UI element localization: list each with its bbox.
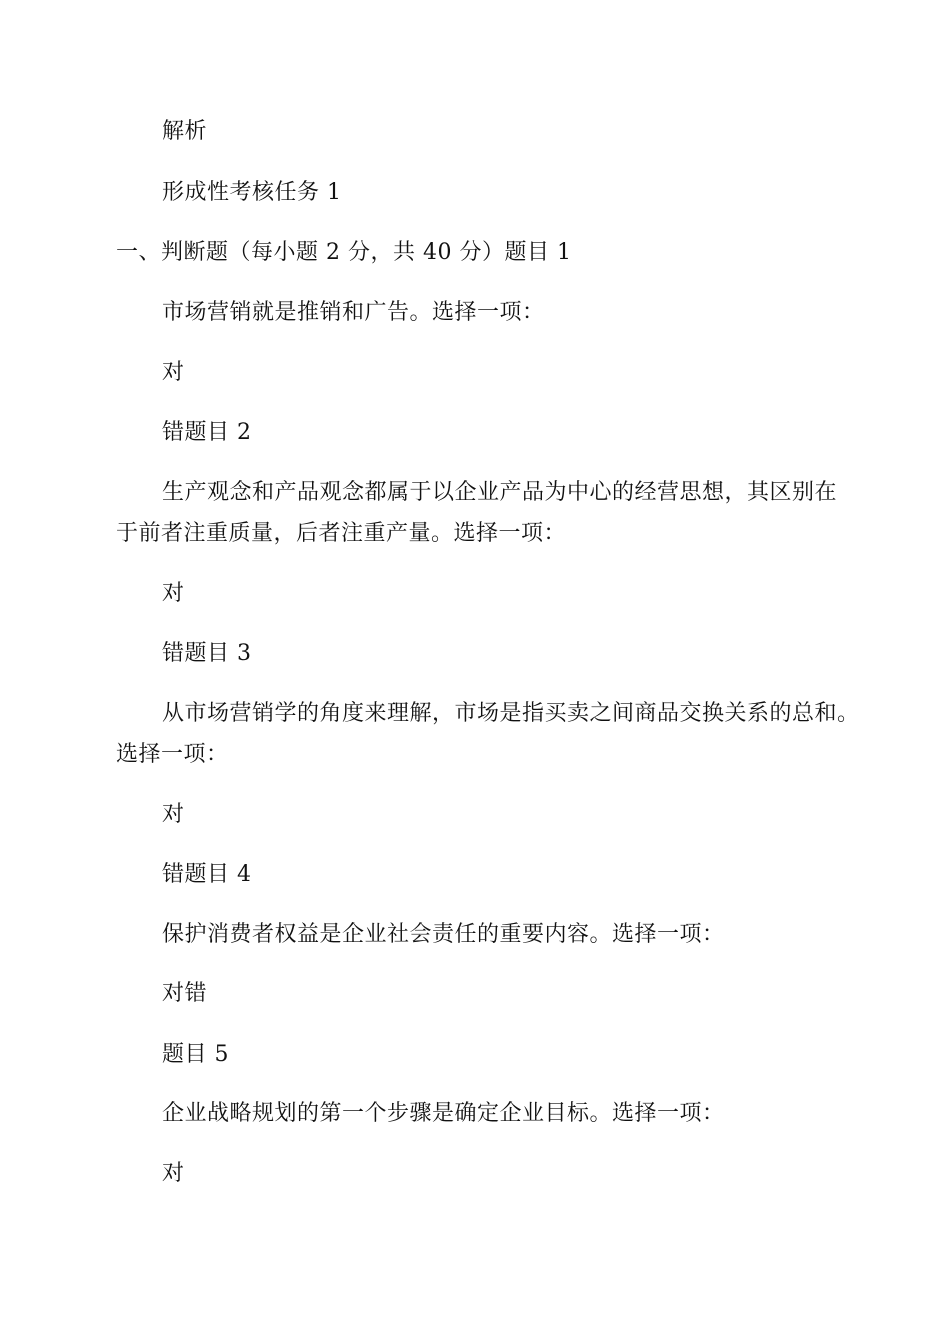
question-text: 生产观念和产品观念都属于以企业产品为中心的经营思想，其区别在 [162,480,838,505]
question-text-continued: 选择一项： [116,742,229,767]
question-label: 题目 5 [162,1042,229,1067]
option-true: 对 [162,581,185,606]
question-text: 保护消费者权益是企业社会责任的重要内容。选择一项： [162,922,725,947]
option-true: 对 [162,802,185,827]
option-false-question-label: 错题目 4 [162,862,252,887]
question-text: 市场营销就是推销和广告。选择一项： [162,300,545,325]
section-heading: 一、判断题（每小题 2 分，共 40 分）题目 1 [116,240,572,265]
options-true-false: 对错 [162,981,208,1006]
option-false-question-label: 错题目 3 [162,641,252,666]
option-true: 对 [162,360,185,385]
heading-task: 形成性考核任务 1 [162,180,342,205]
option-true: 对 [162,1161,185,1186]
question-text: 从市场营销学的角度来理解，市场是指买卖之间商品交换关系的总和。 [162,701,860,726]
heading-analysis: 解析 [162,119,208,144]
option-false-question-label: 错题目 2 [162,420,252,445]
question-text-continued: 于前者注重质量，后者注重产量。选择一项： [116,521,567,546]
question-text: 企业战略规划的第一个步骤是确定企业目标。选择一项： [162,1101,725,1126]
